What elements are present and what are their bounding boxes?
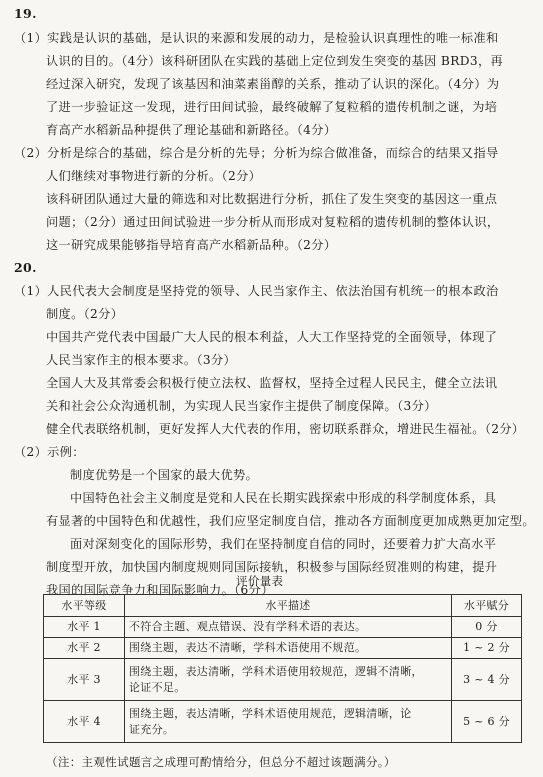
- rubric-level: 水平 1: [44, 617, 125, 638]
- q20-part1-line: 人民当家作主的根本要求。（3分）: [46, 353, 237, 367]
- rubric-table: [43, 594, 522, 743]
- q20-part2-line: 我国的国际竞争力和国际影响力。（6分）: [46, 583, 274, 597]
- q20-part1-line: 中国共产党代表中国最广大人民的根本利益，人大工作坚持党的全面领导，体现了: [46, 330, 498, 344]
- q20-part2-line: 制度型开放，加快国内制度规则同国际接轨，积极参与国际经贸准则的构建，提升: [46, 560, 498, 574]
- rubric-description-line: 证充分。: [129, 722, 175, 736]
- q20-part2-line: 中国特色社会主义制度是党和人民在长期实践探索中形成的科学制度体系，具: [70, 491, 497, 505]
- q20-part2-line: 面对深刻变化的国际形势，我们在坚持制度自信的同时，还要着力扩大高水平: [70, 537, 497, 551]
- rubric-level: 水平 4: [44, 701, 125, 743]
- rubric-title: 评价量表: [236, 574, 284, 588]
- q20-part2-line: 有显著的中国特色和优越性，我们应坚定制度自信，推动各方面制度更加成熟更加定型。: [46, 514, 535, 528]
- rubric-header-score: 水平赋分: [452, 595, 522, 617]
- q20-part1-line: 关和社会公众沟通机制，为实现人民当家作主提供了制度保障。（3分）: [46, 399, 437, 413]
- q20-part1-line: 制度。（2分）: [46, 307, 124, 321]
- rubric-score: 5 ~ 6 分: [452, 701, 522, 743]
- rubric-header-level: 水平等级: [44, 595, 125, 617]
- question-19-number: 19.: [14, 6, 37, 21]
- rubric-description-line: 论证不足。: [129, 680, 186, 694]
- rubric-level: 水平 3: [44, 659, 125, 701]
- q20-part1-line: 全国人大及其常委会积极行使立法权、监督权，坚持全过程人民民主，健全立法讯: [46, 376, 498, 390]
- rubric-header-row: [44, 595, 522, 617]
- q19-part1-line: （1）实践是认识的基础，是认识的来源和发展的动力，是检验认识真理性的唯一标准和: [14, 31, 499, 45]
- q20-part2-line: 制度优势是一个国家的最大优势。: [70, 468, 259, 482]
- rubric-description: [125, 701, 452, 743]
- q19-part1-line: 认识的目的。（4分）该科研团队在实践的基础上定位到发生突变的基因 BRD3，再: [46, 54, 504, 68]
- rubric-row: [44, 659, 522, 701]
- q19-part1-line: 经过深入研究，发现了该基因和油菜素甾醇的关系，推动了认识的深化。（4分）为: [46, 77, 500, 91]
- q19-part2-line: （2）分析是综合的基础，综合是分析的先导；分析为综合做准备，而综合的结果又指导: [14, 146, 499, 160]
- rubric-level: 水平 2: [44, 638, 125, 659]
- rubric-description-line: 围绕主题，表达清晰，学科术语使用较规范，逻辑不清晰，: [129, 664, 423, 678]
- rubric-description: [125, 617, 452, 638]
- scoring-note: （注：主观性试题言之成理可酌情给分，但总分不超过该题满分。）: [46, 755, 396, 769]
- rubric-description: [125, 659, 452, 701]
- q19-part2-line: 人们继续对事物进行新的分析。（2分）: [46, 169, 262, 183]
- rubric-score: 1 ~ 2 分: [452, 638, 522, 659]
- rubric-row: [44, 617, 522, 638]
- q19-part2-line: 问题；（2分）通过田间试验进一步分析从而形成对复粒稻的遗传机制的整体认识，: [46, 215, 500, 229]
- rubric-description-line: 围绕主题，表达清晰，学科术语使用规范，逻辑清晰，论: [129, 706, 412, 720]
- rubric-description: [125, 638, 452, 659]
- rubric-description-line: 不符合主题、观点错误、没有学科术语的表达。: [129, 620, 367, 633]
- question-20-number: 20.: [14, 260, 37, 275]
- q19-part2-line: 该科研团队通过大量的筛选和对比数据进行分析，抓住了发生突变的基因这一重点: [46, 192, 498, 206]
- rubric-row: [44, 638, 522, 659]
- q19-part2-line: 这一研究成果能够指导培育高产水稻新品种。（2分）: [46, 238, 337, 252]
- q19-part1-line: 了进一步验证这一发现，进行田间试验，最终破解了复粒稻的遗传机制之谜，为培: [46, 100, 498, 114]
- rubric-row: [44, 701, 522, 743]
- q19-part1-line: 育高产水稻新品种提供了理论基础和新路径。（4分）: [46, 123, 337, 137]
- rubric-header-description: 水平描述: [125, 595, 452, 617]
- rubric-description-line: 围绕主题，表达不清晰，学科术语使用不规范。: [129, 641, 367, 654]
- rubric-score: 3 ~ 4 分: [452, 659, 522, 701]
- q20-part1-line: （1）人民代表大会制度是坚持党的领导、人民当家作主、依法治国有机统一的根本政治: [14, 284, 499, 298]
- q20-part2-label: （2）示例：: [14, 445, 85, 459]
- rubric-score: 0 分: [452, 617, 522, 638]
- q20-part1-line: 健全代表联络机制，更好发挥人大代表的作用，密切联系群众，增进民生福祉。（2分）: [46, 422, 525, 436]
